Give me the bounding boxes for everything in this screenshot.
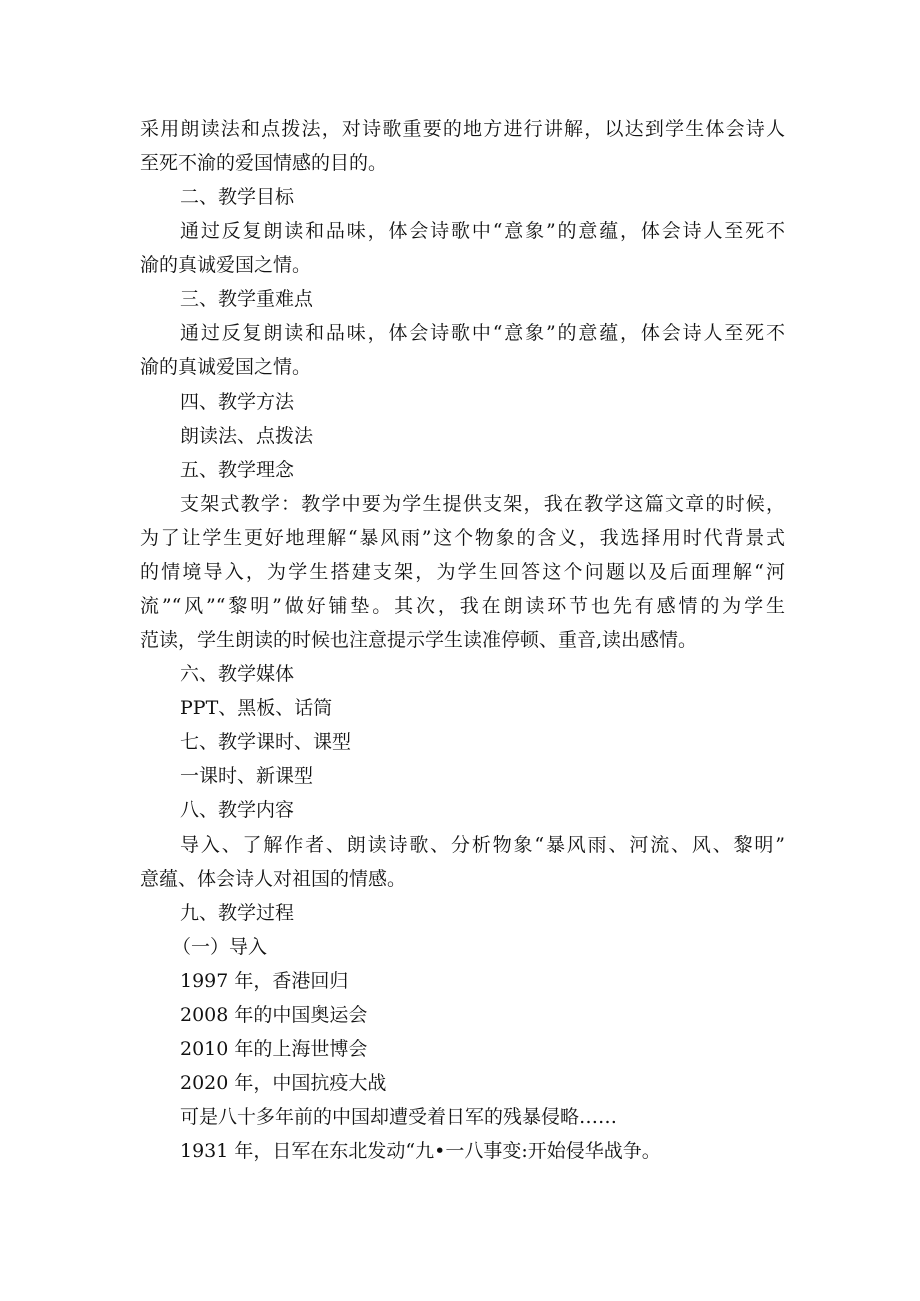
section-heading-media: 六、教学媒体 bbox=[180, 663, 295, 685]
process-item-2008: 2008 年的中国奥运会 bbox=[180, 1004, 368, 1026]
key-points-text-line-1: 通过反复朗读和品味，体会诗歌中“意象”的意蕴，体会诗人至死不 bbox=[180, 322, 785, 344]
process-item-2010: 2010 年的上海世博会 bbox=[180, 1038, 368, 1060]
content-text-line-1: 导入、了解作者、朗读诗歌、分析物象“暴风雨、河流、风、黎明” bbox=[180, 834, 785, 856]
process-item-1931: 1931 年，日军在东北发动“九•一八事变:开始侵华战争。 bbox=[180, 1140, 661, 1162]
process-item-history: 可是八十多年前的中国却遭受着日军的残暴侵略…… bbox=[180, 1106, 618, 1128]
philosophy-line-4: 流”“风”“黎明”做好铺垫。其次，我在朗读环节也先有感情的为学生 bbox=[140, 595, 785, 617]
process-item-2020: 2020 年，中国抗疫大战 bbox=[180, 1072, 387, 1094]
hours-text: 一课时、新课型 bbox=[180, 765, 314, 787]
process-subheading-intro: （一）导入 bbox=[172, 936, 268, 958]
section-heading-hours: 七、教学课时、课型 bbox=[180, 731, 352, 753]
intro-line-2: 至死不渝的爱国情感的目的。 bbox=[140, 152, 388, 174]
content-text-line-2: 意蕴、体会诗人对祖国的情感。 bbox=[140, 868, 407, 890]
philosophy-line-5: 范读，学生朗读的时候也注意提示学生读准停顿、重音,读出感情。 bbox=[140, 629, 698, 651]
section-heading-philosophy: 五、教学理念 bbox=[180, 459, 295, 481]
philosophy-line-3: 的情境导入，为学生搭建支架，为学生回答这个问题以及后面理解“河 bbox=[140, 561, 785, 583]
goals-text-line-1: 通过反复朗读和品味，体会诗歌中“意象”的意蕴，体会诗人至死不 bbox=[180, 220, 785, 242]
philosophy-line-2: 为了让学生更好地理解“暴风雨”这个物象的含义，我选择用时代背景式 bbox=[140, 527, 785, 549]
philosophy-line-1: 支架式教学：教学中要为学生提供支架，我在教学这篇文章的时候， bbox=[180, 493, 785, 515]
intro-line-1: 采用朗读法和点拨法，对诗歌重要的地方进行讲解，以达到学生体会诗人 bbox=[140, 118, 785, 140]
goals-text-line-2: 渝的真诚爱国之情。 bbox=[140, 254, 312, 276]
section-heading-key-points: 三、教学重难点 bbox=[180, 288, 314, 310]
process-item-1997: 1997 年，香港回归 bbox=[180, 970, 349, 992]
methods-text: 朗读法、点拨法 bbox=[180, 425, 314, 447]
section-heading-methods: 四、教学方法 bbox=[180, 391, 295, 413]
section-heading-process: 九、教学过程 bbox=[180, 902, 295, 924]
section-heading-content: 八、教学内容 bbox=[180, 799, 295, 821]
key-points-text-line-2: 渝的真诚爱国之情。 bbox=[140, 356, 312, 378]
media-text: PPT、黑板、话筒 bbox=[180, 697, 333, 719]
section-heading-goals: 二、教学目标 bbox=[180, 186, 295, 208]
